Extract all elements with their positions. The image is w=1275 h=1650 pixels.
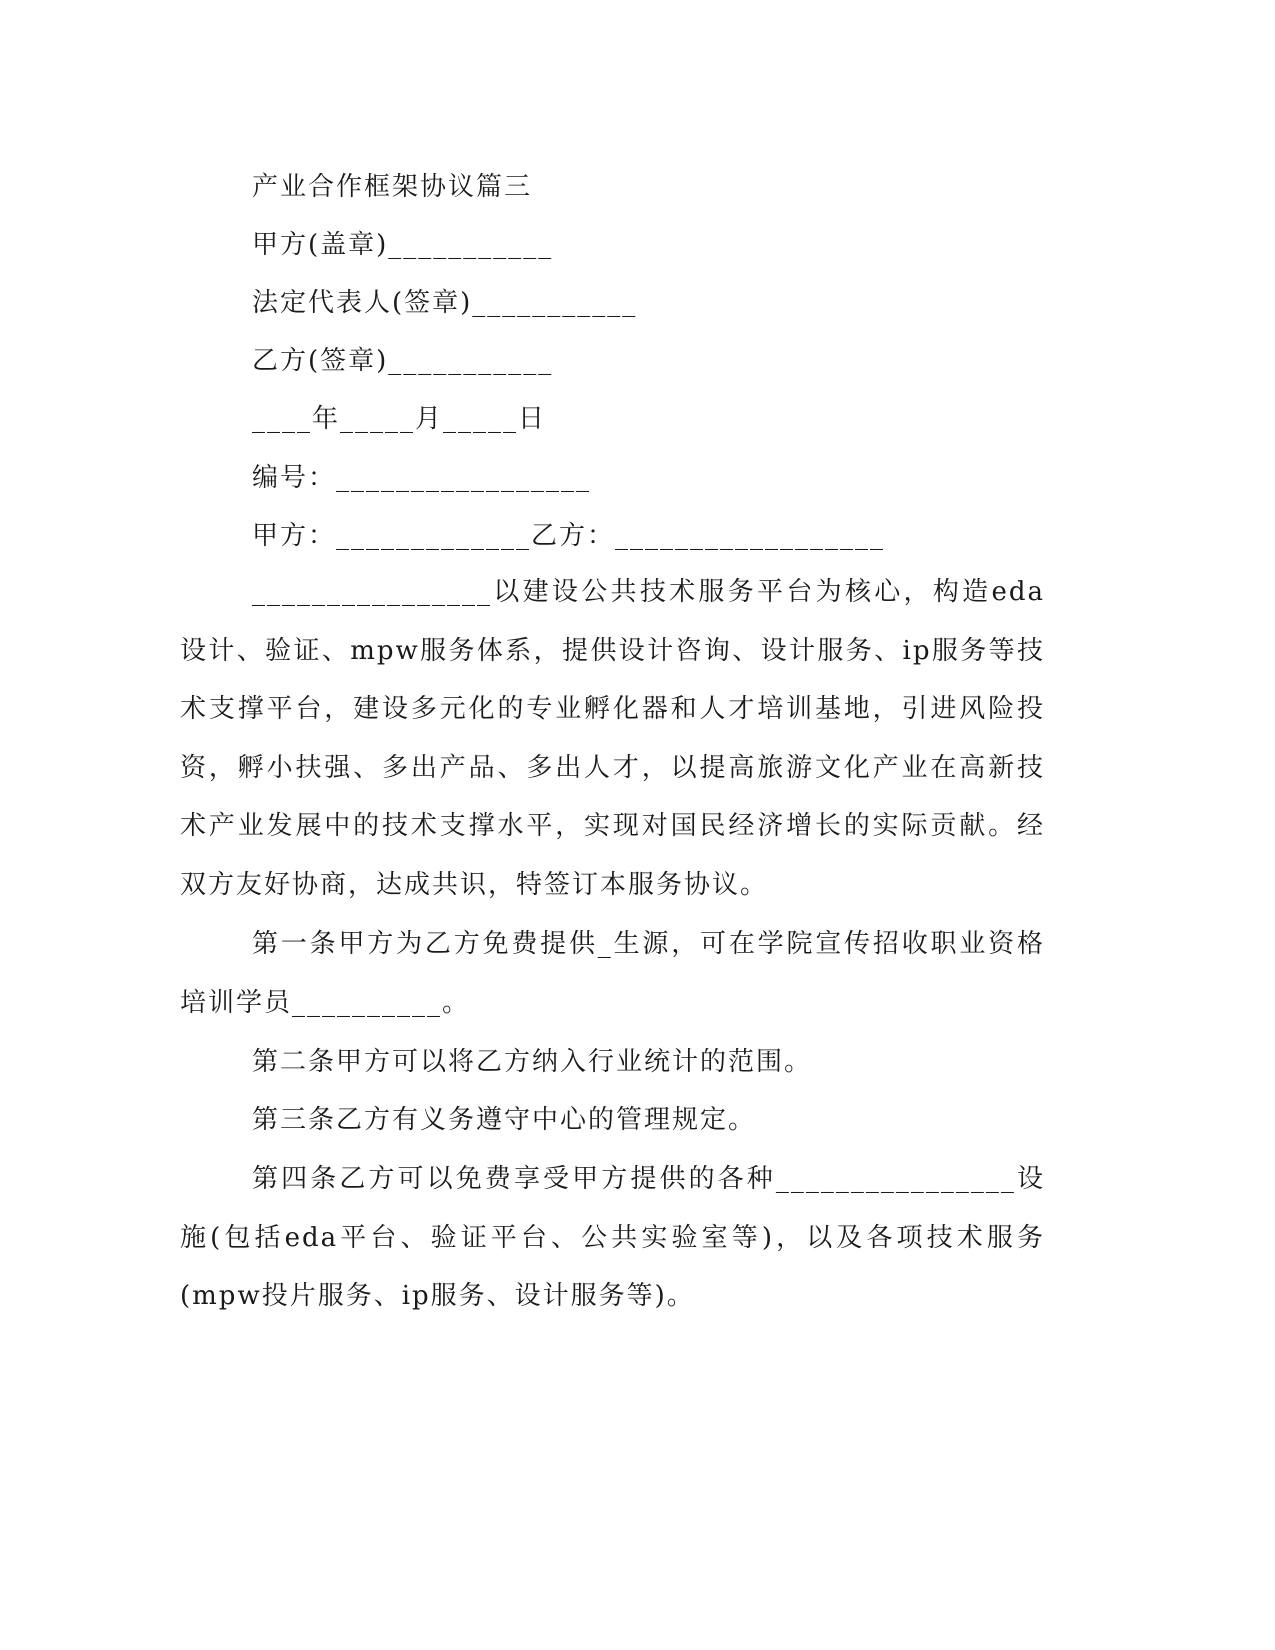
parties-line: 甲方：_____________乙方：__________________ xyxy=(252,521,886,551)
document-title: 产业合作框架协议篇三 xyxy=(252,172,533,202)
date-line: ____年_____月_____日 xyxy=(252,404,547,434)
intro-paragraph: ________________以建设公共技术服务平台为核心，构造eda设计、验证、mpw服务体系，提供设计咨询、设计服务、ip服务等技术支撑平台，建设多元化的专业孵化器和人才培训基地，引进风险投资，孵小扶强、多出产品、多出人才，以提高旅游文化产业在高新技术产业发展中的技术支撑水平，实现对国民经济增长的实际贡献。经双方友好协商，达成共识，特签订本服务协议。 xyxy=(180,577,1045,900)
party-a-seal-line: 甲方(盖章)___________ xyxy=(252,230,554,260)
article-4-paragraph: 第四条乙方可以免费享受甲方提供的各种________________设施(包括eda平台、验证平台、公共实验室等)，以及各项技术服务(mpw投片服务、ip服务、设计服务等)。 xyxy=(180,1164,1045,1311)
contract-number-line: 编号：_________________ xyxy=(252,463,592,493)
article-1-paragraph: 第一条甲方为乙方免费提供_生源，可在学院宣传招收职业资格培训学员__________。 xyxy=(180,929,1045,1018)
party-b-seal-line: 乙方(签章)___________ xyxy=(252,346,554,376)
article-2-paragraph: 第二条甲方可以将乙方纳入行业统计的范围。 xyxy=(252,1047,813,1077)
article-3-paragraph: 第三条乙方有义务遵守中心的管理规定。 xyxy=(252,1105,757,1135)
legal-representative-line: 法定代表人(签章)___________ xyxy=(252,288,638,318)
